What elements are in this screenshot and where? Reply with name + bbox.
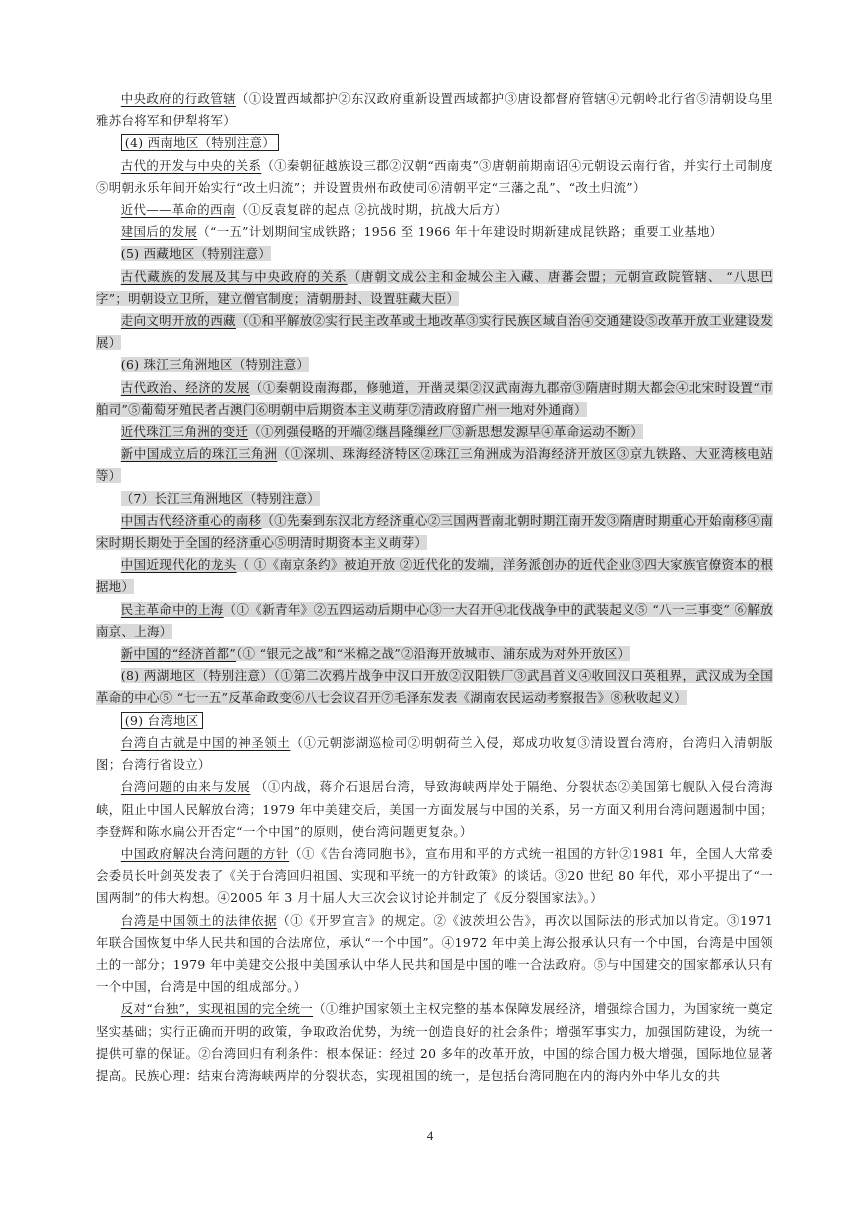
underlined-topic-title: 中国古代经济重心的南移 — [120, 512, 262, 528]
paragraph-text: （①和平解放②实行民主改革或土地改革③实行民族区域自治④交通建设⑤改革开放工业建设发展） — [96, 313, 773, 351]
paragraph-text: （①《告台湾同胞书》，宣布用和平的方式统一祖国的方针②1981 年，全国人大常委会委员长叶剑英发表了《关于台湾回归祖国、实现和平统一的方针政策》的谈话。③20 世纪 80 年代，邓小平提出了“一国两制”的伟大构想。④2005 年 3 月十届人大三次会议讨论并制定了《反分裂国家法》。） — [96, 845, 773, 906]
underlined-topic-title: 中央政府的行政管辖 — [120, 91, 236, 106]
underlined-topic-title: 台湾是中国领土的法律依据 — [120, 912, 278, 928]
section-heading: (5) 西藏地区（特别注意） — [120, 246, 272, 262]
page-number: 4 — [426, 1128, 434, 1143]
paragraph — [96, 643, 773, 665]
paragraph — [96, 354, 773, 376]
paragraph-text: （①秦朝设南海郡，修驰道，开凿灵渠②汉武南海九郡帝③隋唐时期大都会④北宋时设置“市舶司”⑤葡萄牙殖民者占澳门⑥明朝中后期资本主义萌芽⑦清政府留广州一地对外通商） — [96, 379, 774, 417]
underlined-topic-title: 走向文明开放的西藏 — [120, 313, 236, 329]
paragraph — [96, 910, 773, 999]
section-heading: (6) 珠江三角洲地区（特别注意） — [120, 357, 310, 373]
paragraph — [96, 510, 773, 554]
section-heading: （7）长江三角洲地区（特别注意） — [120, 490, 321, 506]
paragraph — [96, 843, 773, 910]
paragraph-text: （①维护国家领土主权完整的基本保障发展经济，增强综合国力，为国家统一奠定坚实基础；实行正确而开明的政策，争取政治优势，为统一创造良好的社会条件；增强军事实力，加强国防建设，为统一提供可靠的保证。②台湾回归有利条件：根本保证：经过 20 多年的改革开放，中国的综合国力极大增强，国际地位显著提高。民族心理：结束台湾海峡两岸的分裂状态，实现祖国的统一，是包括台湾同胞在内的海内外中华儿女的共 — [96, 1001, 773, 1083]
paragraph — [96, 377, 773, 421]
boxed-section-heading: (4) 西南地区（特别注意） — [121, 134, 279, 151]
underlined-topic-title: 新中国的“经济首都” — [120, 646, 237, 662]
paragraph-text: （①内战，蒋介石退居台湾，导致海峡两岸处于隔绝、分裂状态②美国第七舰队入侵台湾海峡，阻止中国人民解放台湾；1979 年中美建交后，美国一方面发展与中国的关系，另一方面又利用台湾问题遏制中国；李登辉和陈水扁公开否定“一个中国”的原则，使台湾问题更复杂。） — [96, 779, 774, 839]
document-body — [96, 88, 773, 1087]
paragraph — [96, 554, 773, 598]
underlined-topic-title: 古代藏族的发展及其与中央政府的关系 — [120, 268, 348, 284]
underlined-topic-title: 中国近现代化的龙头 — [120, 557, 237, 573]
section-heading: (8) 两湖地区（特别注意） — [120, 668, 274, 684]
paragraph — [96, 199, 773, 221]
underlined-topic-title: 新中国成立后的珠江三角洲 — [120, 446, 278, 462]
paragraph — [96, 732, 773, 776]
paragraph-text: （①第二次鸦片战争中汉口开放②汉阳铁厂③武昌首义④收回汉口英租界，武汉成为全国革命的中心⑤ “七一五”反革命政变⑥八七会议召开⑦毛泽东发表《湖南农民运动考察报告》⑧秋收起义） — [96, 668, 774, 706]
paragraph — [96, 998, 773, 1087]
paragraph — [96, 310, 773, 354]
paragraph — [96, 266, 773, 310]
paragraph-text: （①《开罗宣言》的规定。②《波茨坦公告》，再次以国际法的形式加以肯定。③1971 年联合国恢复中华人民共和国的合法席位，承认“一个中国”。④1972 年中美上海公报承认只有一个中国，台湾是中国领土的一部分；1979 年中美建交公报中美国承认中华人民共和国是中国的唯一合法政府。⑤与中国建交的国家都承认只有一个中国，台湾是中国的组成部分。） — [96, 912, 773, 995]
boxed-section-heading: (9) 台湾地区 — [121, 712, 203, 729]
paragraph — [96, 443, 773, 487]
paragraph — [96, 88, 773, 132]
paragraph — [96, 599, 773, 643]
underlined-topic-title: 台湾问题的由来与发展 — [120, 779, 251, 795]
underlined-topic-title: 台湾自古就是中国的神圣领土 — [120, 734, 291, 750]
underlined-topic-title: 反对“台独”，实现祖国的完全统一 — [120, 1001, 314, 1017]
paragraph-text: （①设置西域都护②东汉政府重新设置西域都护③唐设都督府管辖④元朝岭北行省⑤清朝设乌里雅苏台将军和伊犁将军） — [96, 91, 773, 129]
underlined-topic-title: 民主革命中的上海 — [120, 601, 224, 617]
underlined-topic-title: 近代——革命的西南 — [120, 202, 236, 218]
paragraph — [96, 776, 773, 843]
paragraph — [96, 710, 773, 732]
paragraph-text: （①秦朝征越族设三郡②汉朝“西南夷”③唐朝前期南诏④元朝设云南行省，并实行土司制度⑤明朝永乐年间开始实行“改土归流”；并设置贵州布政使司⑥清朝平定“三藩之乱”、“改土归流”） — [96, 157, 773, 195]
paragraph-text: （“一五”计划期间宝成铁路；1956 至 1966 年十年建设时期新建成昆铁路；重要工业基地） — [197, 224, 723, 240]
paragraph-text: （①列强侵略的开端②继昌隆缫丝厂③新思想发源早④革命运动不断） — [248, 424, 644, 440]
paragraph-text: （①深圳、珠海经济特区②珠江三角洲成为沿海经济开放区③京九铁路、大亚湾核电站等） — [96, 446, 773, 484]
paragraph — [96, 421, 773, 443]
underlined-topic-title: 古代的开发与中央的关系 — [120, 157, 262, 173]
paragraph-text: （① “银元之战”和“米棉之战”②沿海开放城市、浦东成为对外开放区） — [236, 646, 631, 662]
paragraph — [96, 132, 773, 154]
paragraph — [96, 221, 773, 243]
underlined-topic-title: 近代珠江三角洲的变迁 — [120, 424, 249, 440]
underlined-topic-title: 古代政治、经济的发展 — [120, 379, 250, 395]
paragraph-text: （ ①《南京条约》被迫开放 ②近代化的发端，洋务派创办的近代企业③四大家族官僚资本的根据地） — [96, 557, 773, 595]
paragraph — [96, 665, 773, 709]
underlined-topic-title: 中国政府解决台湾问题的方针 — [120, 845, 290, 861]
paragraph-text: （唐朝文成公主和金城公主入藏、唐蕃会盟；元朝宣政院管辖、 “八思巴字”；明朝设立卫所，建立僧官制度；清朝册封、设置驻藏大臣） — [96, 268, 773, 306]
paragraph — [96, 243, 773, 265]
paragraph-text: （①《新青年》②五四运动后期中心③一大召开④北伐战争中的武装起义⑤ “八一三事变” ⑥解放南京、上海） — [96, 601, 773, 639]
paragraph — [96, 488, 773, 510]
paragraph-text: （①反袁复辟的起点 ②抗战时期，抗战大后方） — [235, 202, 508, 218]
paragraph — [96, 155, 773, 199]
paragraph-text: （①元朝澎湖巡检司②明朝荷兰入侵，郑成功收复③清设置台湾府，台湾归入清朝版图；台湾行省设立） — [96, 734, 773, 773]
paragraph-text: （①先秦到东汉北方经济重心②三国两晋南北朝时期江南开发③隋唐时期重心开始南移④南宋时期长期处于全国的经济重心⑤明清时期资本主义萌芽） — [96, 512, 773, 551]
underlined-topic-title: 建国后的发展 — [120, 224, 198, 240]
